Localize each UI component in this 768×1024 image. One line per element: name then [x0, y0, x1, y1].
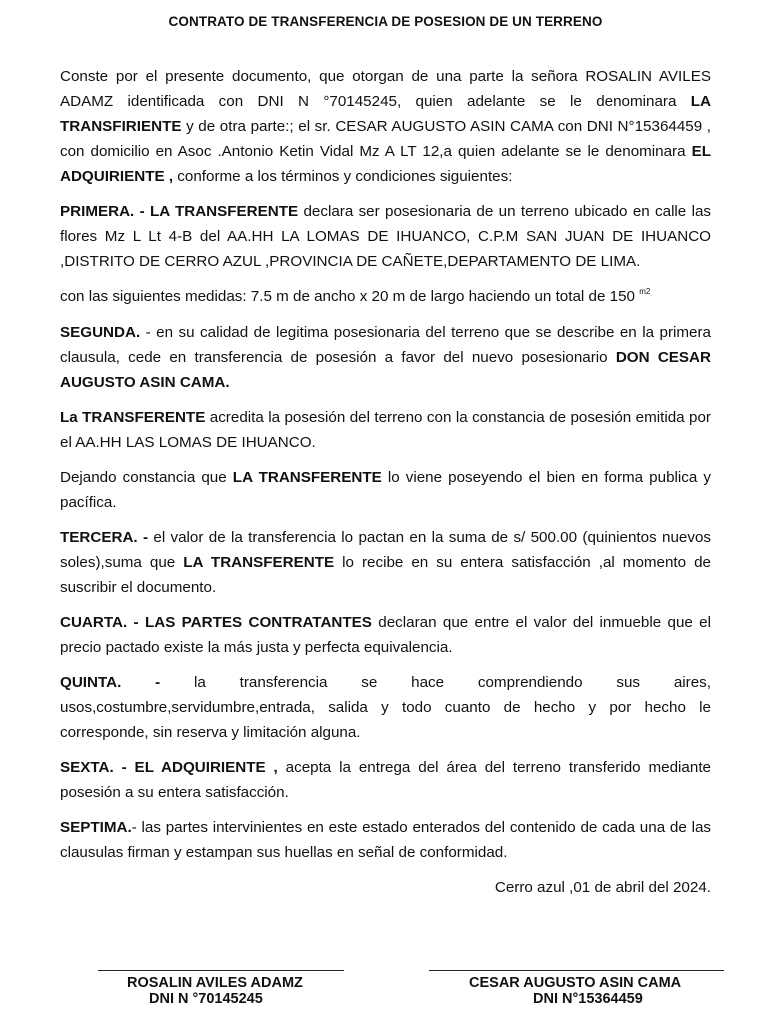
dejando-paragraph	[60, 465, 711, 515]
left-signatory-name: ROSALIN AVILES ADAMZ	[127, 975, 303, 991]
document-title: CONTRATO DE TRANSFERENCIA DE POSESION DE UN TERRENO	[168, 14, 603, 29]
right-signature-line	[429, 970, 724, 971]
la-transfiriente-term: LA TRANSFIRIENTE	[60, 93, 711, 135]
dejando-text-2: lo viene poseyendo el bien en forma publica y pacífica.	[60, 469, 711, 511]
clause-tercera-text-1: el valor de la transferencia lo pactan en la suma de s/ 500.00 (quinientos nuevos soles),suma que	[60, 529, 712, 571]
clause-segunda-beneficiary: DON CESAR AUGUSTO ASIN CAMA.	[60, 349, 711, 391]
clause-septima-label: SEPTIMA.	[60, 819, 132, 836]
clause-tercera-bold: LA TRANSFERENTE	[183, 554, 335, 571]
clause-segunda-text: - en su calidad de legitima posesionaria del terreno que se describe en la primera clausula, cede en transferencia de posesión a favor del nuevo posesionario	[60, 324, 711, 366]
right-signatory-name: CESAR AUGUSTO ASIN CAMA	[469, 975, 682, 991]
contract-body	[60, 64, 711, 910]
el-adquiriente-term: EL ADQUIRIENTE ,	[60, 143, 711, 185]
area-unit: m2	[639, 287, 651, 296]
left-signature-line	[98, 970, 344, 971]
medidas-text: con las siguientes medidas: 7.5 m de ancho x 20 m de largo haciendo un total de 150	[60, 288, 635, 305]
clause-quinta	[60, 670, 711, 745]
dejando-text-1: Dejando constancia que	[60, 469, 233, 486]
clause-tercera	[60, 525, 711, 600]
clause-sexta	[60, 755, 711, 805]
intro-text-2: y de otra parte:; el sr. CESAR AUGUSTO ASIN CAMA con DNI N°15364459 , con domicilio en Asoc .Antonio Ketin Vidal Mz A LT 12,a quien adelante se le denominara	[60, 118, 711, 160]
clause-cuarta	[60, 610, 711, 660]
clause-septima-text: - las partes intervinientes en este estado enterados del contenido de cada una de las clausulas firman y estampan sus huellas en señal de conformidad.	[60, 819, 711, 861]
clause-tercera-label: TERCERA. -	[60, 529, 149, 546]
acredita-label: La TRANSFERENTE	[60, 409, 206, 426]
acredita-text: acredita la posesión del terreno con la constancia de posesión emitida por el AA.HH LAS LOMAS DE IHUANCO.	[60, 409, 711, 451]
clause-primera	[60, 199, 711, 274]
clause-cuarta-label: CUARTA. - LAS PARTES CONTRATANTES	[60, 614, 372, 631]
intro-paragraph	[60, 64, 711, 189]
clause-primera-text: declara ser posesionaria de un terreno ubicado en calle las flores Mz L Lt 4-B del AA.HH LA LOMAS DE IHUANCO, C.P.M SAN JUAN DE IHUANCO ,DISTRITO DE CERRO AZUL ,PROVINCIA DE CAÑETE,DEPARTAMENTO DE LIMA.	[60, 203, 711, 270]
intro-text-3: conforme a los términos y condiciones siguientes:	[173, 168, 513, 185]
right-signatory-dni: DNI N°15364459	[533, 991, 643, 1007]
dejando-bold: LA TRANSFERENTE	[232, 469, 382, 486]
clause-sexta-text: acepta la entrega del área del terreno transferido mediante posesión a su entera satisfacción.	[60, 759, 711, 801]
clause-sexta-label: SEXTA. - EL ADQUIRIENTE ,	[60, 759, 278, 776]
acredita-paragraph	[60, 405, 711, 455]
intro-text-1: Conste por el presente documento, que otorgan de una parte la señora ROSALIN AVILES ADAMZ identificada con DNI N °70145245, quien adelante se le denominara	[60, 68, 711, 110]
clause-tercera-text-2: lo recibe en su entera satisfacción ,al momento de suscribir el documento.	[60, 554, 711, 596]
left-signatory-dni: DNI N °70145245	[149, 991, 263, 1007]
clause-cuarta-text: declaran que entre el valor del inmueble que el precio pactado existe la más justa y perfecta equivalencia.	[60, 614, 711, 656]
clause-septima	[60, 815, 711, 865]
medidas-paragraph	[60, 284, 711, 309]
clause-segunda	[60, 320, 711, 395]
clause-primera-label: PRIMERA. - LA TRANSFERENTE	[60, 203, 299, 220]
clause-quinta-label: QUINTA. -	[60, 674, 161, 691]
document-date: Cerro azul ,01 de abril del 2024.	[494, 879, 711, 896]
clause-quinta-text: la transferencia se hace comprendiendo sus aires, usos,costumbre,servidumbre,entrada, salida y todo cuanto de hecho y por hecho le corresponde, sin reserva y limitación alguna.	[60, 674, 711, 741]
clause-segunda-label: SEGUNDA.	[60, 324, 141, 341]
